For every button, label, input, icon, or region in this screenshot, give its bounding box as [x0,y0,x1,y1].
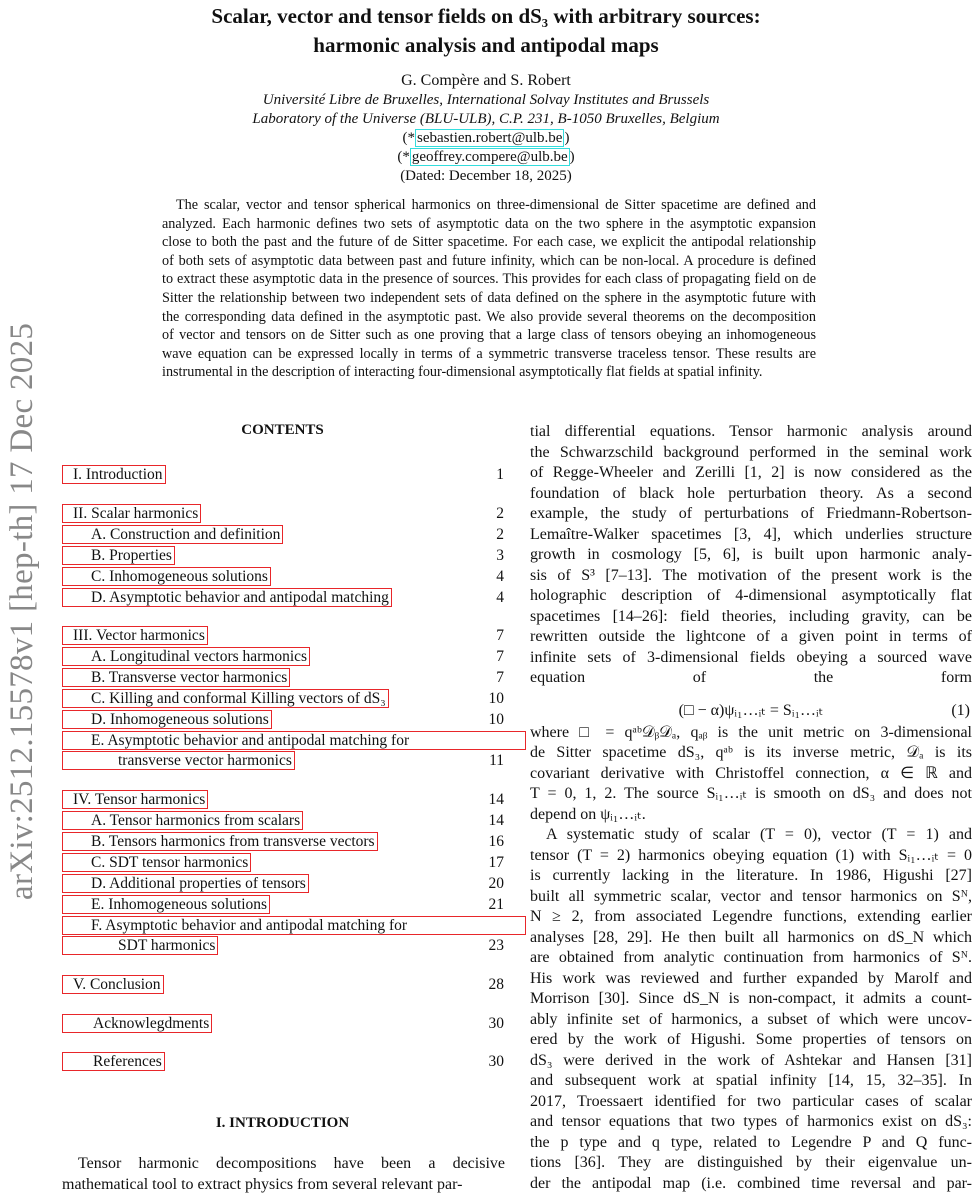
text-line: to extract these asymptotic data in the presence of sources. This provides for each class of propagating field on de [162,271,816,288]
toc-link[interactable]: I. Introduction [62,465,166,484]
toc-page-number: 4 [496,568,504,585]
toc-link[interactable]: C. Killing and conformal Killing vectors of dS₃ [62,689,389,708]
text-line: equation of the form [530,669,972,686]
toc-entry[interactable] [62,811,504,831]
text-line: covariant derivative with Christoffel connection, α ∈ ℝ and [530,764,972,782]
toc-page-number: 1 [496,466,504,483]
toc-page-number: 17 [488,854,504,871]
arxiv-stamp: arXiv:2512.15578v1 [hep-th] 17 Dec 2025 [4,322,40,900]
toc-page-number: 3 [496,547,504,564]
right-column [530,422,972,1194]
text-line: Tensor harmonic decompositions have been a decisive [78,1155,505,1172]
toc-page-number: 14 [488,812,504,829]
toc-link[interactable]: A. Tensor harmonics from scalars [62,811,303,830]
toc-entry[interactable] [62,853,504,873]
toc-entry[interactable] [62,567,504,587]
intro-paragraph [62,1153,505,1195]
toc-entry[interactable] [62,647,504,667]
toc-link[interactable]: IV. Tensor harmonics [62,790,208,809]
toc-page-number: 16 [488,833,504,850]
text-line: analyses [28, 29]. He then built all harmonics on dS_N which [530,928,972,946]
toc-entry[interactable] [62,874,504,894]
section-heading-introduction: I. INTRODUCTION [215,1115,350,1131]
toc-page-number: 14 [488,791,504,808]
email-line-1: (* sebastien.robert@ulb.be ) [402,130,570,146]
email-link-1[interactable]: sebastien.robert@ulb.be [417,130,563,146]
toc-link[interactable]: C. SDT tensor harmonics [62,853,251,872]
toc-page-number: 11 [489,752,504,769]
text-line: the corresponding data defined in the asymptotic past. We also provide several theorems on the decomposition [162,308,816,325]
toc-page-number: 7 [496,627,504,644]
text-line: close to both the past and the future of de Sitter spacetime. For each case, we explicit the antipodal relationship [162,234,816,251]
toc-link[interactable]: E. Inhomogeneous solutions [62,895,270,914]
toc-entry[interactable] [62,731,504,771]
text-line: A systematic study of scalar (T = 0), vector (T = 1) and [546,826,972,843]
paragraph-1 [530,422,972,689]
title-line-2: harmonic analysis and antipodal maps [313,33,659,57]
text-line: de Sitter spacetime dS₃, qᵃᵇ is its inverse metric, 𝒟ₐ is its [530,744,972,761]
toc-link[interactable]: D. Asymptotic behavior and antipodal matching [62,588,392,607]
toc-page-number: 23 [488,937,504,954]
text-line: T = 0, 1, 2. The source Sᵢ₁…ᵢₜ is smooth on dS₃ and does not [530,785,972,802]
toc-link[interactable]: D. Inhomogeneous solutions [62,710,272,729]
text-line: sis of S³ [7–13]. The motivation of the present work is the [530,566,972,584]
toc-entry[interactable] [62,916,504,956]
toc-entry[interactable] [62,588,504,608]
toc-entry[interactable] [62,710,504,730]
toc-link[interactable]: A. Construction and definition [62,525,283,544]
toc-link[interactable]: F. Asymptotic behavior and antipodal matching for [62,916,526,935]
toc-entry[interactable] [62,975,504,995]
text-line: tions [36]. They are distinguished by their eigenvalue un- [530,1154,972,1171]
text-line: Lemaître-Walker spacetimes [3, 4], which underlies structure [530,525,972,543]
text-line: der the antipodal map (i.e. combined time reversal and par- [530,1174,972,1192]
toc-link[interactable]: E. Asymptotic behavior and antipodal matching for [62,731,526,750]
text-line: instrumental in the description of interacting four-dimensional asymptotically flat fields at spatial infinity. [162,364,763,381]
toc-page-number: 4 [496,589,504,606]
text-line: holographic description of 4-dimensional asymptotically flat [530,587,972,604]
toc-link[interactable]: References [62,1052,165,1071]
text-line: example, the study of perturbations of Friedmann-Robertson- [530,505,972,522]
equation-text: (□ − α)ψᵢ₁…ᵢₜ = Sᵢ₁…ᵢₜ [678,701,824,719]
text-line: the Schwarzschild background performed in the seminal work [530,443,972,461]
text-line: is currently lacking in the literature. In 1986, Higushi [27] [530,867,972,884]
text-line: ably infinite set of harmonics, a subset of which were uncov- [530,1010,972,1028]
text-line: wave equation can be expressed locally in terms of a symmetric transverse traceless tensor. These results are [162,345,816,362]
paragraph-1-continued [530,723,972,826]
toc-page-number: 10 [488,690,504,707]
text-line: mathematical tool to extract physics from several relevant par- [62,1176,463,1193]
text-line: Sitter the relationship between two independent sets of data defined on the sphere in the asymptotic future with [162,289,816,306]
toc-entry[interactable] [62,895,504,915]
date-line: (Dated: December 18, 2025) [400,168,572,184]
toc-link[interactable]: II. Scalar harmonics [62,504,201,523]
paper-title [0,2,972,60]
text-line: of Regge-Wheeler and Zerilli [1, 2] is now considered as the [530,464,972,481]
toc-entry[interactable] [62,465,504,485]
toc-link[interactable]: B. Tensors harmonics from transverse vectors [62,832,378,851]
toc-page-number: 28 [488,976,504,993]
toc-entry[interactable] [62,668,504,688]
toc-page-number: 30 [488,1053,504,1070]
equation-number: (1) [951,701,970,719]
affiliation-1: Université Libre de Bruxelles, International Solvay Institutes and Brussels [262,92,710,108]
text-line: ered by the work of Higushi. Some properties of tensors on [530,1031,972,1048]
text-line: depend on ψᵢ₁…ᵢₜ. [530,805,646,823]
text-line: rewritten outside the lightcone of a given point in terms of [530,628,972,645]
equation-1 [530,691,972,723]
toc-page-number: 2 [496,526,504,543]
paragraph-2 [530,825,972,1194]
text-line: and subsequent work at spatial infinity [14, 15, 32–35]. In [530,1072,972,1089]
toc-page-number: 2 [496,505,504,522]
text-line: are obtained from analytic continuation from harmonics of Sᴺ. [530,949,972,966]
text-line: spacetimes [14–26]: field theories, including gravity, can be [530,607,972,625]
text-line: and tensor equations that two types of harmonics exist on dS₃: [530,1113,972,1130]
toc-link[interactable]: Acknowlegdments [62,1014,212,1033]
toc-link[interactable]: D. Additional properties of tensors [62,874,309,893]
text-line: infinite sets of 3-dimensional fields obeying a sourced wave [530,648,972,666]
text-line: of vector and tensors on de Sitter such as one proving that a large class of tensors obeying an inhomogeneous [162,327,816,344]
toc-link-continued[interactable]: transverse vector harmonics [62,751,295,770]
toc-link[interactable]: C. Inhomogeneous solutions [62,567,271,586]
toc-link[interactable]: III. Vector harmonics [62,626,208,645]
text-line: 2017, Troessaert identified for two particular cases of scalar [530,1092,972,1110]
toc-link[interactable]: B. Transverse vector harmonics [62,668,290,687]
text-line: built all symmetric scalar, vector and tensor harmonics on Sᴺ, [530,887,972,905]
toc-page-number: 7 [496,648,504,665]
toc-page-number: 7 [496,669,504,686]
toc-entry[interactable] [62,504,504,524]
title-line-1: Scalar, vector and tensor fields on dS₃ with arbitrary sources: [211,4,761,28]
toc-entry[interactable] [62,1014,504,1034]
text-line: of both sets of asymptotic data between past and future infinity, which can be non-local. A procedure is defined [162,252,816,269]
text-line: the p type and q type, related to Legendre P and Q func- [530,1133,972,1151]
authors: G. Compère and S. Robert [401,72,571,89]
toc-page-number: 30 [488,1015,504,1032]
text-line: The scalar, vector and tensor spherical harmonics on three-dimensional de Sitter spacetime are defined and [176,197,816,213]
toc-page-number: 20 [488,875,504,892]
toc-entry[interactable] [62,790,504,810]
contents-heading: CONTENTS [241,422,324,438]
toc-link-continued[interactable]: SDT harmonics [62,936,218,955]
text-line: growth in cosmology [5, 6], is built upon harmonic analy- [530,546,972,563]
toc-link[interactable]: A. Longitudinal vectors harmonics [62,647,310,666]
abstract [162,196,816,382]
email-line-2: (* geoffrey.compere@ulb.be ) [397,149,575,165]
toc-link[interactable]: V. Conclusion [62,975,164,994]
text-line: where □ = qᵃᵇ𝒟ᵦ𝒟ₐ, qₐᵦ is the unit metric on 3-dimensional [530,723,972,741]
text-line: Morrison [30]. Since dS_N is non-compact, it admits a count- [530,990,972,1007]
email-link-2[interactable]: geoffrey.compere@ulb.be [411,149,568,165]
toc-entry[interactable] [62,832,504,852]
toc-page-number: 10 [488,711,504,728]
text-line: foundation of black hole perturbation theory. As a second [530,484,972,502]
text-line: His work was reviewed and further expanded by Marolf and [530,969,972,987]
text-line: dS₃ were derived in the work of Ashtekar and Hansen [31] [530,1051,972,1069]
toc-entry[interactable] [62,525,504,545]
toc-entry[interactable] [62,626,504,646]
affiliation-2: Laboratory of the Universe (BLU-ULB), C.P. 231, B-1050 Bruxelles, Belgium [252,111,720,127]
toc-link[interactable]: B. Properties [62,546,175,565]
text-line: tensor (T = 2) harmonics obeying equation (1) with Sᵢ₁…ᵢₜ = 0 [530,846,972,864]
text-line: N ≥ 2, from associated Legendre functions, extending earlier [530,908,972,925]
toc-entry[interactable] [62,546,504,566]
text-line: analyzed. Each harmonic defines two sets of asymptotic data on the two sphere in the asymptotic expansion [162,215,816,232]
toc-page-number: 21 [488,896,504,913]
text-line: tial differential equations. Tensor harmonic analysis around [530,423,972,440]
toc-entry[interactable] [62,689,504,709]
toc-entry[interactable] [62,1052,504,1072]
